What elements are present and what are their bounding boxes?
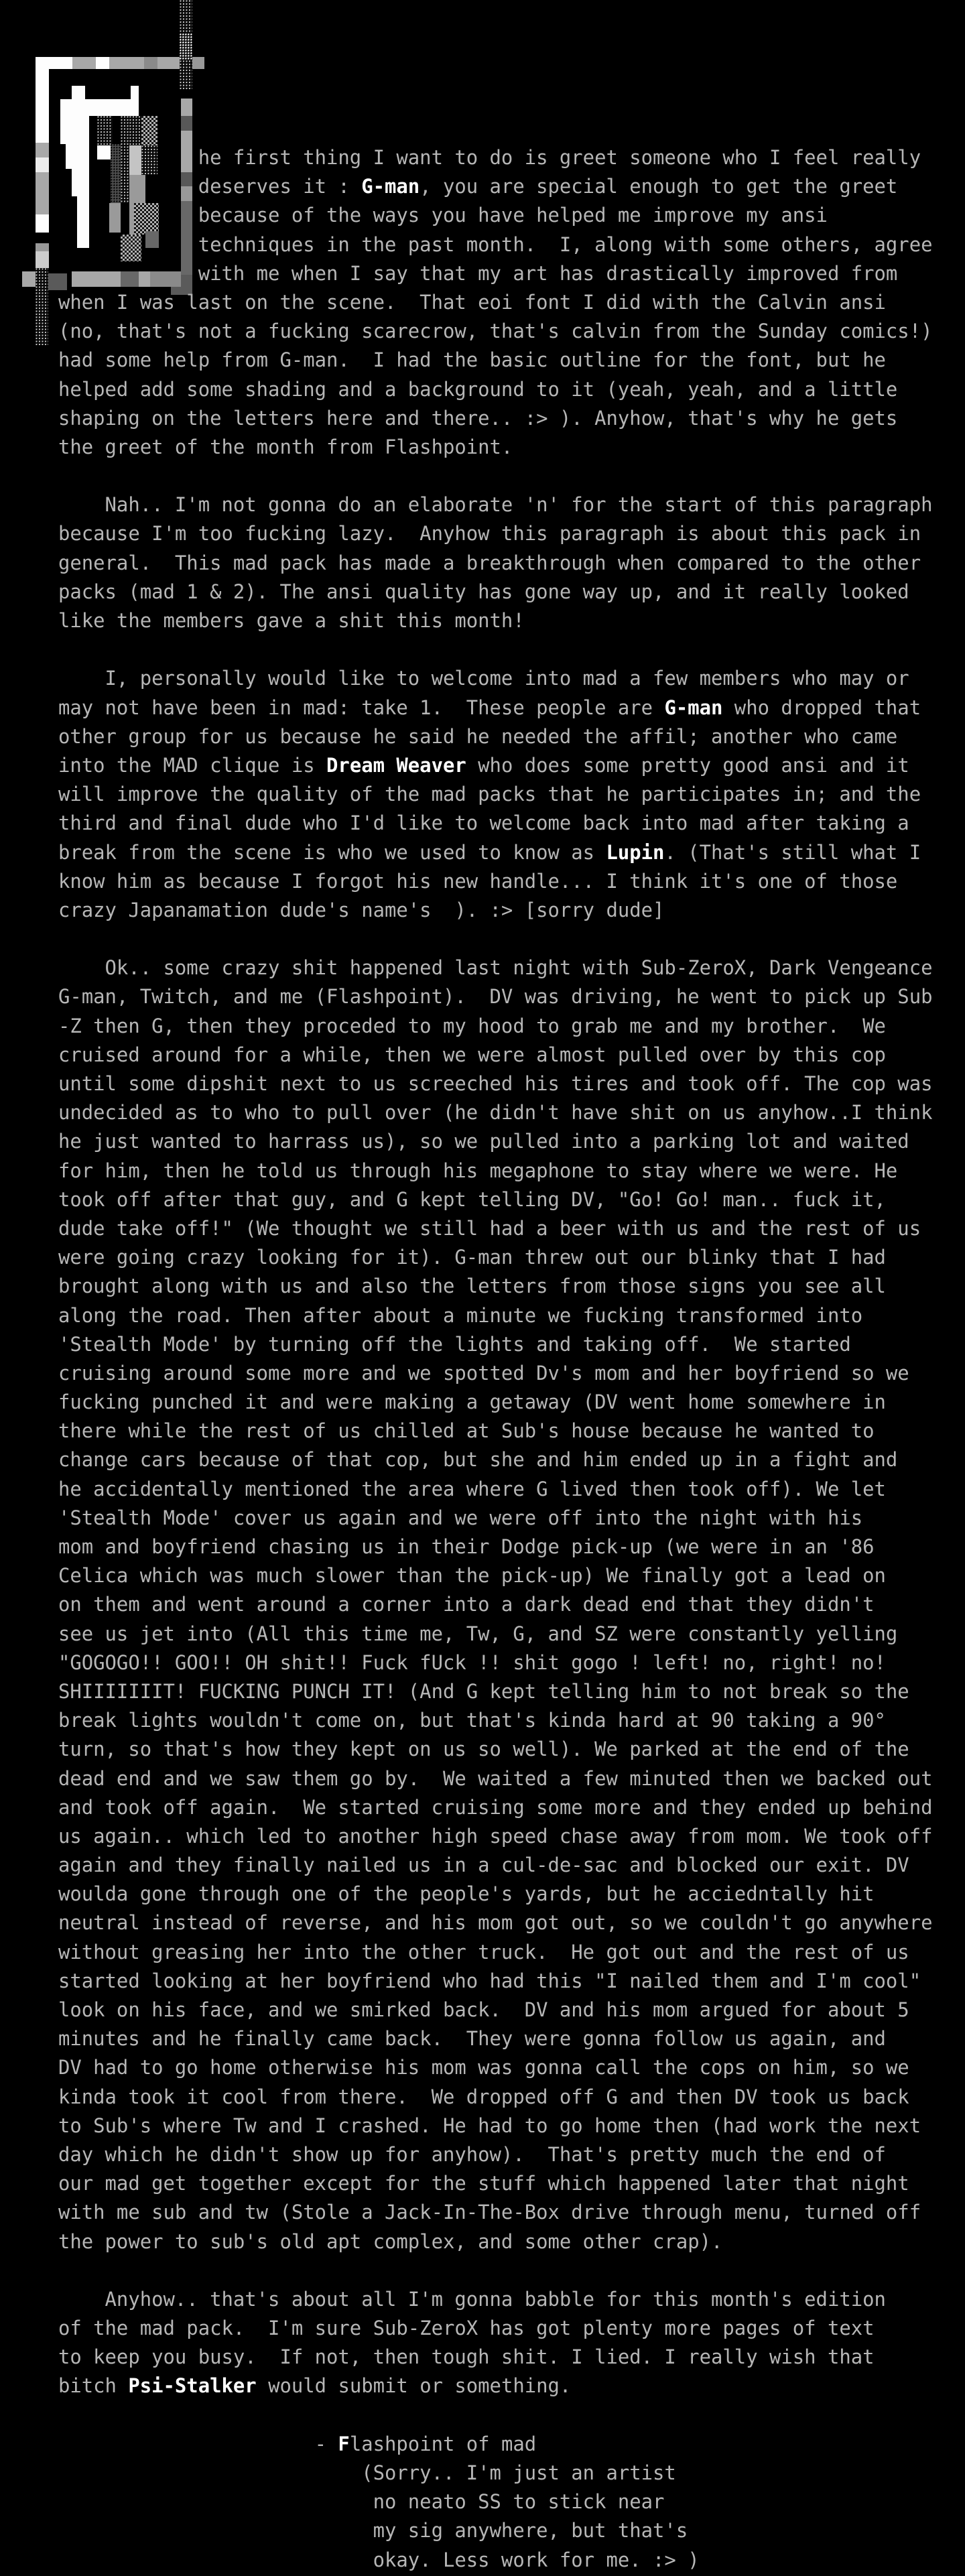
text-run: change cars because of that cop, but she and him ended up in a fight and	[0, 1448, 898, 1472]
logo-block	[129, 116, 141, 145]
text-run: shaping on the letters here and there.. :> ). Anyhow, that's why he gets	[0, 406, 898, 430]
logo-block	[141, 116, 157, 145]
text-run: and took off again. We started cruising some more and they ended up behind	[0, 1795, 933, 1819]
text-run: along the road. Then after about a minute we fucking transformed into	[0, 1303, 863, 1327]
text-run: fucking punched it and were making a getaway (DV went home somewhere in	[0, 1391, 886, 1414]
text-run: day which he didn't show up for anyhow). That's pretty much the end of	[0, 2142, 886, 2166]
text-run: helped add some shading and a background to it (yeah, yeah, and a little	[0, 377, 898, 401]
text-run: DV had to go home otherwise his mom was gonna call the cops on him, so we	[0, 2056, 909, 2079]
text-run: woulda gone through one of the people's yards, but he acciedntally hit	[0, 1882, 875, 1906]
text-run: without greasing her into the other truck. He got out and the rest of us	[0, 1940, 909, 1963]
text-run: deserves it :	[0, 175, 362, 198]
logo-block	[144, 57, 157, 69]
logo-block	[60, 116, 89, 144]
text-run: (no, that's not a fucking scarecrow, that's calvin from the Sunday comics!)	[0, 320, 933, 343]
text-run: "GOGOGO!! GOO!! OH shit!! Fuck fUck !! shit gogo ! left! no, right! no!	[0, 1651, 886, 1674]
text-run: G-man, Twitch, and me (Flashpoint). DV was driving, he went to pick up Sub	[0, 985, 933, 1009]
text-run: who does some pretty good ansi and it	[466, 753, 909, 777]
text-run: no neato SS to stick near	[0, 2490, 665, 2514]
logo-block	[180, 60, 192, 89]
text-run: break from the scene is who we used to know as	[0, 840, 606, 864]
logo-block	[36, 69, 49, 143]
text-run: okay. Less work for me. :> )	[0, 2548, 700, 2571]
text-run: until some dipshit next to us screeched his tires and took off. The cop was	[0, 1072, 933, 1095]
text-run: see us jet into (All this time me, Tw, G, and SZ were constantly yelling	[0, 1622, 898, 1645]
text-run: dead end and we saw them go by. We waited a few minuted then we backed out	[0, 1766, 933, 1790]
text-run: bitch	[0, 2374, 129, 2398]
text-run: who dropped that	[722, 696, 921, 719]
text-run: my sig anywhere, but that's	[0, 2519, 688, 2542]
text-run: will improve the quality of the mad packs that he participates in; and the	[0, 783, 921, 806]
text-run: like the members gave a shit this month!	[0, 609, 525, 632]
logo-block	[97, 116, 113, 145]
logo-block	[96, 57, 109, 69]
text-run: the greet of the month from Flashpoint.	[0, 435, 513, 458]
text-run: know him as because I forgot his new handle... I think it's one of those	[0, 869, 898, 893]
logo-block	[72, 57, 96, 69]
text-run: to Sub's where Tw and I crashed. He had to go home then (had work the next	[0, 2114, 921, 2137]
text-run: brought along with us and also the letters from those signs you see all	[0, 1275, 886, 1298]
text-run: break lights wouldn't come on, but that's kinda hard at 90 taking a 90°	[0, 1709, 886, 1732]
text-run: 'Stealth Mode' by turning off the lights and taking off. We started	[0, 1332, 851, 1356]
text-run: took off after that guy, and G kept telling DV, "Go! Go! man.. fuck it,	[0, 1187, 886, 1211]
text-run: Celica which was much slower than the pick-up) We finally got a lead on	[0, 1564, 886, 1588]
text-run: minutes and he finally came back. They were gonna follow us again, and	[0, 2027, 886, 2051]
text-run: because I'm too fucking lazy. Anyhow this paragraph is about this pack in	[0, 522, 921, 545]
highlight-handle: Dream Weaver	[326, 753, 466, 777]
text-run: undecided as to who to pull over (he didn't have shit on us anyhow..I think	[0, 1101, 933, 1124]
text-run: -Z then G, then they proceded to my hood to grab me and my brother. We	[0, 1014, 886, 1037]
logo-block	[60, 99, 137, 116]
text-run: the power to sub's old apt complex, and some other crap).	[0, 2230, 723, 2253]
text-run: , you are special enough to get the greet	[420, 175, 898, 198]
text-run: again and they finally nailed us in a cul-de-sac and blocked our exit. DV	[0, 1854, 909, 1877]
text-run: for him, then he told us through his megaphone to stay where we were. He	[0, 1159, 898, 1182]
highlight-handle: Lupin	[606, 840, 665, 864]
logo-block	[157, 57, 180, 69]
text-run: with me when I say that my art has drastically improved from	[0, 261, 898, 285]
text-run: had some help from G-man. I had the basic outline for the font, but he	[0, 348, 886, 372]
text-run: started looking at her boyfriend who had this "I nailed them and I'm cool"	[0, 1969, 921, 1992]
text-run: . (That's still what I	[664, 840, 921, 864]
logo-block	[181, 99, 192, 116]
text-run: third and final dude who I'd like to welcome back into mad after taking a	[0, 812, 909, 835]
text-run: there while the rest of us chilled at Sub's house because he wanted to	[0, 1419, 875, 1443]
text-run: kinda took it cool from there. We dropped off G and then DV took us back	[0, 2085, 909, 2108]
text-run: would submit or something.	[256, 2374, 572, 2398]
text-run: our mad get together except for the stuff which happened later that night	[0, 2172, 909, 2195]
text-run: of the mad pack. I'm sure Sub-ZeroX has got plenty more pages of text	[0, 2317, 875, 2340]
highlight-handle: F	[338, 2432, 350, 2455]
logo-block	[181, 116, 192, 131]
text-run: he accidentally mentioned the area where G lived then took off). We let	[0, 1477, 886, 1500]
article-text	[0, 143, 933, 2575]
logo-block	[72, 86, 85, 99]
text-run: on them and went around a corner into a dark dead end that they didn't	[0, 1593, 875, 1616]
text-run: neutral instead of reverse, and his mom got out, so we couldn't go anywhere	[0, 1911, 933, 1935]
text-run: because of the ways you have helped me improve my ansi	[0, 204, 828, 227]
text-run: us again.. which led to another high speed chase away from mom. We took off	[0, 1824, 933, 1848]
text-run: packs (mad 1 & 2). The ansi quality has gone way up, and it really looked	[0, 580, 909, 603]
logo-block	[180, 0, 192, 34]
text-run: to keep you busy. If not, then tough shit. I lied. I really wish that	[0, 2345, 875, 2369]
text-run: other group for us because he said he needed the affil; another who came	[0, 724, 898, 748]
text-run: when I was last on the scene. That eoi font I did with the Calvin ansi	[0, 290, 886, 314]
text-run: (Sorry.. I'm just an artist	[0, 2461, 676, 2484]
text-run: general. This mad pack has made a breakthrough when compared to the other	[0, 551, 921, 574]
text-run: were going crazy looking for it). G-man threw out our blinky that I had	[0, 1246, 886, 1269]
text-run: cruising around some more and we spotted Dv's mom and her boyfriend so we	[0, 1361, 909, 1384]
highlight-handle: G-man	[361, 175, 420, 198]
logo-block	[36, 57, 72, 69]
text-run: crazy Japanamation dude's name's ). :> [sorry dude]	[0, 898, 665, 921]
text-run: cruised around for a while, then we were almost pulled over by this cop	[0, 1043, 886, 1066]
text-run: may not have been in mad: take 1. These people are	[0, 696, 665, 719]
text-run: SHIIIIIIIT! FUCKING PUNCH IT! (And G kept telling him to not break so the	[0, 1679, 909, 1703]
text-run: I, personally would like to welcome into mad a few members who may or	[0, 667, 909, 690]
text-run: techniques in the past month. I, along with some others, agree	[0, 233, 933, 256]
text-run: Ok.. some crazy shit happened last night with Sub-ZeroX, Dark Vengeance	[0, 956, 933, 980]
text-run: Nah.. I'm not gonna do an elaborate 'n' for the start of this paragraph	[0, 493, 933, 517]
text-run: look on his face, and we smirked back. DV and his mom argued for about 5	[0, 1998, 909, 2021]
logo-block	[109, 57, 144, 69]
logo-block	[180, 34, 192, 60]
text-run: lashpoint of mad	[349, 2432, 537, 2455]
text-run: with me sub and tw (Stole a Jack-In-The-Box drive through menu, turned off	[0, 2201, 921, 2224]
highlight-handle: G-man	[664, 696, 723, 719]
text-run: he just wanted to harrass us), so we pulled into a parking lot and waited	[0, 1130, 909, 1153]
text-run: Anyhow.. that's about all I'm gonna babble for this month's edition	[0, 2287, 886, 2311]
text-run: dude take off!" (We thought we still had a beer with us and the rest of us	[0, 1216, 921, 1240]
text-run: turn, so that's how they kept on us so well). We parked at the end of the	[0, 1738, 909, 1761]
text-run: he first thing I want to do is greet someone who I feel really	[0, 146, 921, 169]
text-run: -	[0, 2432, 338, 2455]
text-run: mom and boyfriend chasing us in their Dodge pick-up (we were in an '86	[0, 1535, 875, 1558]
logo-block	[192, 57, 204, 69]
text-run: into the MAD clique is	[0, 753, 327, 777]
text-run: 'Stealth Mode' cover us again and we were off into the night with his	[0, 1506, 863, 1529]
highlight-handle: Psi-Stalker	[128, 2374, 257, 2398]
